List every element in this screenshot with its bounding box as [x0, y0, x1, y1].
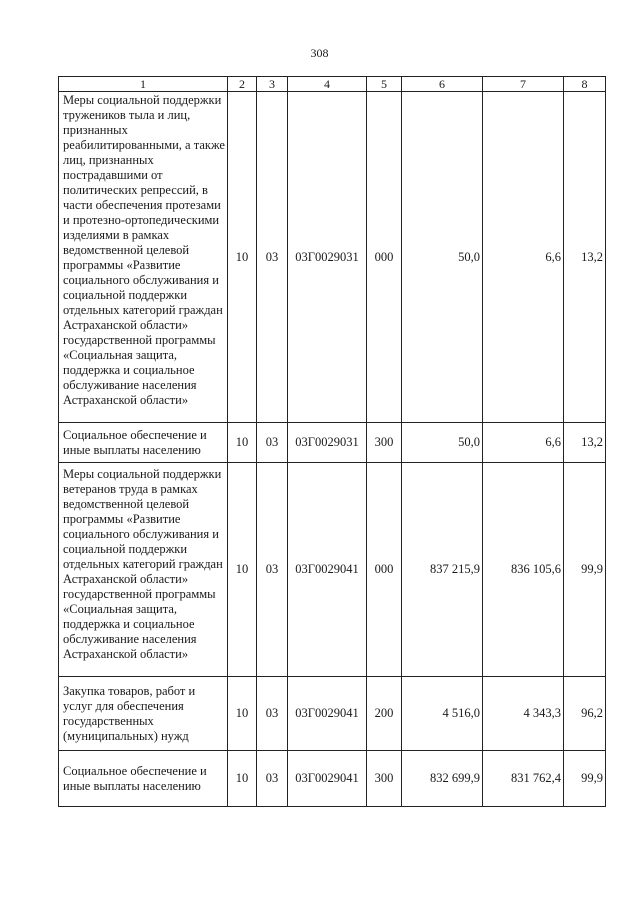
table-row	[59, 751, 606, 807]
page-number: 308	[310, 46, 329, 60]
row-name: Закупка товаров, работ и услуг для обеспечения государственных (муниципальных) нужд	[59, 677, 228, 751]
row-fact: 831 762,4	[483, 751, 564, 807]
row-vr: 000	[367, 463, 402, 677]
row-fact: 6,6	[483, 92, 564, 423]
row-razdel: 10	[228, 463, 257, 677]
header-row	[59, 77, 606, 92]
header-cell: 3	[257, 77, 288, 92]
row-name: Меры социальной поддержки ветеранов труда в рамках ведомственной целевой программы «Развитие социального обслуживания и социальной поддержки отдельных категорий граждан Астраханской области» государственной программы «Социальная защита, поддержка и социальное обслуживание населения Астраханской области»	[59, 463, 228, 677]
row-podrazdel: 03	[257, 677, 288, 751]
header-cell: 7	[483, 77, 564, 92]
row-csr: 03Г0029041	[288, 677, 367, 751]
row-razdel: 10	[228, 92, 257, 423]
row-percent: 99,9	[564, 463, 606, 677]
row-plan: 50,0	[402, 423, 483, 463]
row-percent: 99,9	[564, 751, 606, 807]
row-name: Меры социальной поддержки тружеников тыла и лиц, признанных реабилитированными, а также лиц, признанных пострадавшими от политических репрессий, в части обеспечения протезами и протезно-ортопедическими изделиями в рамках ведомственной целевой программы «Развитие социального обслуживания и социальной поддержки отдельных категорий граждан Астраханской области» государственной программы «Социальная защита, поддержка и социальное обслуживание населения Астраханской области»	[59, 92, 228, 423]
row-percent: 13,2	[564, 92, 606, 423]
row-vr: 300	[367, 423, 402, 463]
row-razdel: 10	[228, 677, 257, 751]
row-name: Социальное обеспечение и иные выплаты населению	[59, 751, 228, 807]
row-fact: 4 343,3	[483, 677, 564, 751]
header-cell: 5	[367, 77, 402, 92]
row-csr: 03Г0029041	[288, 463, 367, 677]
row-percent: 96,2	[564, 677, 606, 751]
row-podrazdel: 03	[257, 463, 288, 677]
row-csr: 03Г0029031	[288, 92, 367, 423]
row-fact: 836 105,6	[483, 463, 564, 677]
row-vr: 300	[367, 751, 402, 807]
row-podrazdel: 03	[257, 423, 288, 463]
row-podrazdel: 03	[257, 751, 288, 807]
row-podrazdel: 03	[257, 92, 288, 423]
budget-table	[58, 76, 606, 807]
table-row	[59, 92, 606, 423]
header-cell: 8	[564, 77, 606, 92]
row-plan: 837 215,9	[402, 463, 483, 677]
row-razdel: 10	[228, 751, 257, 807]
table-row	[59, 677, 606, 751]
row-plan: 4 516,0	[402, 677, 483, 751]
row-razdel: 10	[228, 423, 257, 463]
row-fact: 6,6	[483, 423, 564, 463]
row-vr: 000	[367, 92, 402, 423]
row-vr: 200	[367, 677, 402, 751]
row-plan: 50,0	[402, 92, 483, 423]
header-cell: 6	[402, 77, 483, 92]
header-cell: 2	[228, 77, 257, 92]
row-percent: 13,2	[564, 423, 606, 463]
table-row	[59, 423, 606, 463]
table-row	[59, 463, 606, 677]
row-csr: 03Г0029041	[288, 751, 367, 807]
header-cell: 1	[59, 77, 228, 92]
row-csr: 03Г0029031	[288, 423, 367, 463]
row-name: Социальное обеспечение и иные выплаты населению	[59, 423, 228, 463]
row-plan: 832 699,9	[402, 751, 483, 807]
header-cell: 4	[288, 77, 367, 92]
